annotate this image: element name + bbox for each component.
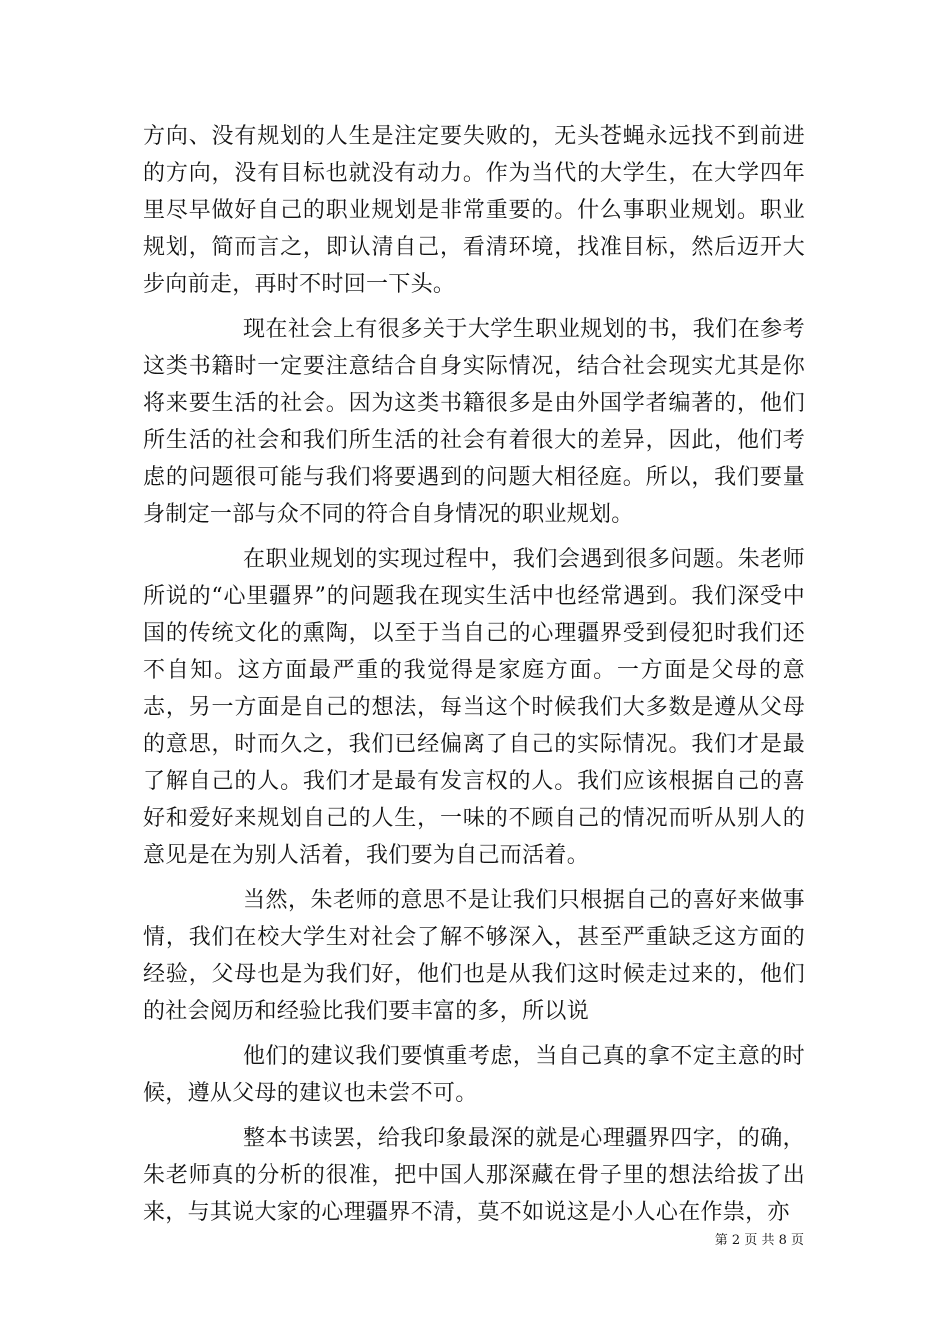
paragraph-book-impression: 整本书读罢，给我印象最深的就是心理疆界四字，的确，朱老师真的分析的很准，把中国人那深藏在骨子里的想法给拔了出来，与其说大家的心理疆界不清，莫不如说这是小人心在作祟，亦	[143, 1126, 805, 1225]
document-body	[143, 118, 805, 1231]
paragraph-career-books: 现在社会上有很多关于大学生职业规划的书，我们在参考这类书籍时一定要注意结合自身实际情况，结合社会现实尤其是你将来要生活的社会。因为这类书籍很多是由外国学者编著的，他们所生活的社会和我们所生活的社会有着很大的差异，因此，他们考虑的问题很可能与我们将要遇到的问题大相径庭。所以，我们要量身制定一部与众不同的符合自身情况的职业规划。	[143, 317, 805, 527]
paragraph-psychological-boundary: 在职业规划的实现过程中，我们会遇到很多问题。朱老师所说的“心里疆界”的问题我在现实生活中也经常遇到。我们深受中国的传统文化的熏陶，以至于当自己的心理疆界受到侵犯时我们还不自知。这方面最严重的我觉得是家庭方面。一方面是父母的意志，另一方面是自己的想法，每当这个时候我们大多数是遵从父母的意思，时而久之，我们已经偏离了自己的实际情况。我们才是最了解自己的人。我们才是最有发言权的人。我们应该根据自己的喜好和爱好来规划自己的人生，一味的不顾自己的情况而听从别人的意见是在为别人活着，我们要为自己而活着。	[143, 547, 805, 868]
paragraph-parents-experience: 当然，朱老师的意思不是让我们只根据自己的喜好来做事情，我们在校大学生对社会了解不够深入，甚至严重缺乏这方面的经验，父母也是为我们好，他们也是从我们这时候走过来的，他们的社会阅历和经验比我们要丰富的多，所以说	[143, 888, 805, 1024]
page-number-footer: 第 2 页 共 8 页	[714, 1233, 804, 1248]
paragraph-parents-advice: 他们的建议我们要慎重考虑，当自己真的拿不定主意的时候，遵从父母的建议也未尝不可。	[143, 1044, 805, 1106]
paragraph-continuation: 方向、没有规划的人生是注定要失败的，无头苍蝇永远找不到前进的方向，没有目标也就没有动力。作为当代的大学生，在大学四年里尽早做好自己的职业规划是非常重要的。什么事职业规划。职业规划，简而言之，即认清自己，看清环境，找准目标，然后迈开大步向前走，再时不时回一下头。	[143, 124, 805, 297]
